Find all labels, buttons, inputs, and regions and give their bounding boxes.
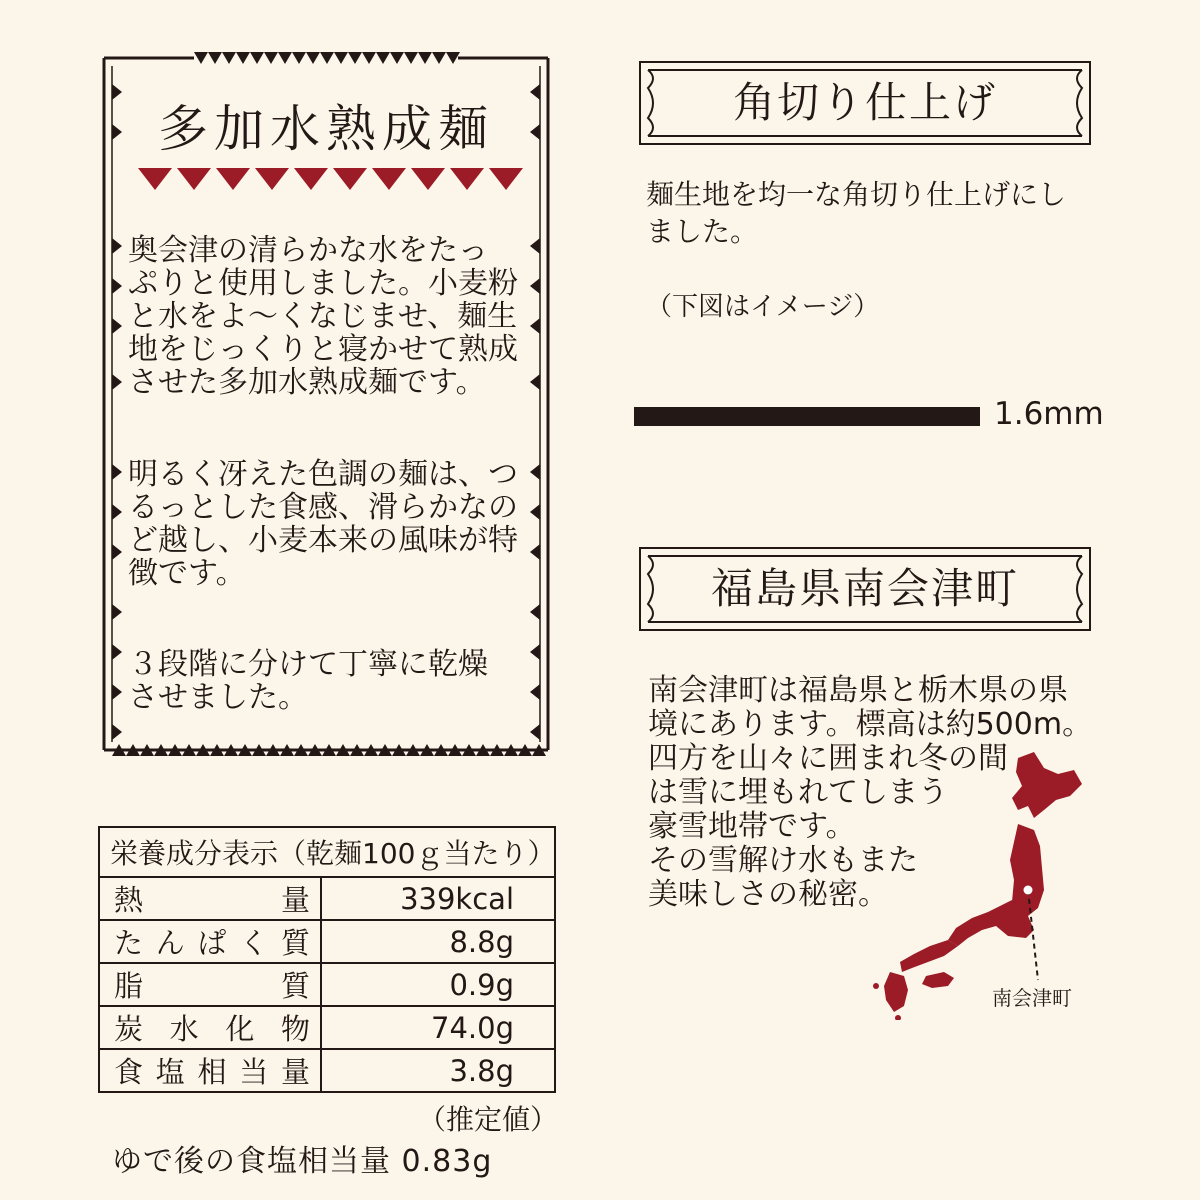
nutrition-header: 栄養成分表示（乾麺100ｇ当たり） [99, 827, 555, 877]
table-row [99, 1049, 555, 1092]
intro-paragraph-drying [128, 648, 538, 714]
text-line: その雪解け水もまた [648, 843, 918, 878]
bottom-zigzag-ornament [112, 744, 546, 756]
nutrient-label: 炭水化物 [99, 1006, 321, 1049]
intro-card [98, 44, 554, 762]
text-line: るっとした食感、滑らかなの [128, 490, 518, 525]
text-line: と水をよ〜くなじませ、麺生 [128, 299, 518, 334]
text-line: ど越し、小麦本来の風味が特 [128, 523, 518, 558]
text-line: ました。 [646, 215, 759, 248]
text-line: 明るく冴えた色調の麺は、つ [128, 457, 518, 492]
text-line: ぷりと使用しました。小麦粉 [128, 266, 518, 301]
cut-section-banner [636, 58, 1094, 148]
intro-paragraph-water [128, 234, 538, 399]
table-row [99, 877, 555, 920]
text-line: 麺生地を均一な角切り仕上げにし [646, 178, 1067, 211]
text-line: 美味しさの秘密。 [648, 877, 888, 912]
table-header-row [99, 827, 555, 877]
top-zigzag-ornament [194, 52, 460, 64]
town-section-title: 福島県南会津町 [710, 564, 1019, 613]
table-row [99, 963, 555, 1006]
nutrient-value: 0.9g [321, 963, 555, 1006]
cut-section-title: 角切り仕上げ [732, 78, 997, 127]
nutrient-label: 食塩相当量 [99, 1049, 321, 1092]
table-row [99, 1006, 555, 1049]
text-line: 境にあります。標高は約500m。 [648, 707, 1093, 742]
table-row [99, 920, 555, 963]
map-town-label: 南会津町 [992, 986, 1072, 1010]
red-triangle-ornament [138, 168, 523, 190]
text-line: 奥会津の清らかな水をたっ [128, 233, 488, 268]
text-line: 豪雪地帯です。 [648, 809, 856, 844]
nutrient-value: 3.8g [321, 1049, 555, 1092]
side-notch-ornament [112, 84, 540, 740]
nutrient-label: 熱量 [99, 877, 321, 920]
product-title: 多加水熟成麺 [158, 100, 494, 158]
nutrient-value: 74.0g [321, 1006, 555, 1049]
nutrition-table [98, 826, 556, 1093]
text-line: 南会津町は福島県と栃木県の県 [648, 673, 1068, 708]
intro-paragraph-texture [128, 458, 538, 590]
text-line: させた多加水熟成麺です。 [128, 365, 486, 400]
text-line: は雪に埋もれてしまう [648, 775, 948, 810]
text-line: 徴です。 [128, 556, 246, 591]
thickness-label: 1.6mm [994, 396, 1104, 432]
nutrient-label: 脂質 [99, 963, 321, 1006]
nutrient-label: たんぱく質 [99, 920, 321, 963]
after-boil-salt: ゆで後の食塩相当量 0.83g [112, 1144, 493, 1179]
text-line: させました。 [128, 680, 308, 715]
town-section-banner [636, 544, 1094, 634]
text-line: ３段階に分けて丁寧に乾燥 [128, 647, 488, 682]
japan-map-icon [868, 750, 1098, 1020]
text-line: 四方を山々に囲まれ冬の間 [648, 741, 1008, 776]
text-line: 地をじっくりと寝かせて熟成 [128, 332, 518, 367]
cut-description [646, 176, 1106, 250]
image-note: （下図はイメージ） [646, 292, 880, 322]
noodle-thickness-bar [634, 407, 980, 426]
nutrient-value: 8.8g [321, 920, 555, 963]
nutrition-facts [98, 826, 556, 1093]
estimated-note: （推定値） [418, 1103, 559, 1136]
nutrient-value: 339kcal [321, 877, 555, 920]
